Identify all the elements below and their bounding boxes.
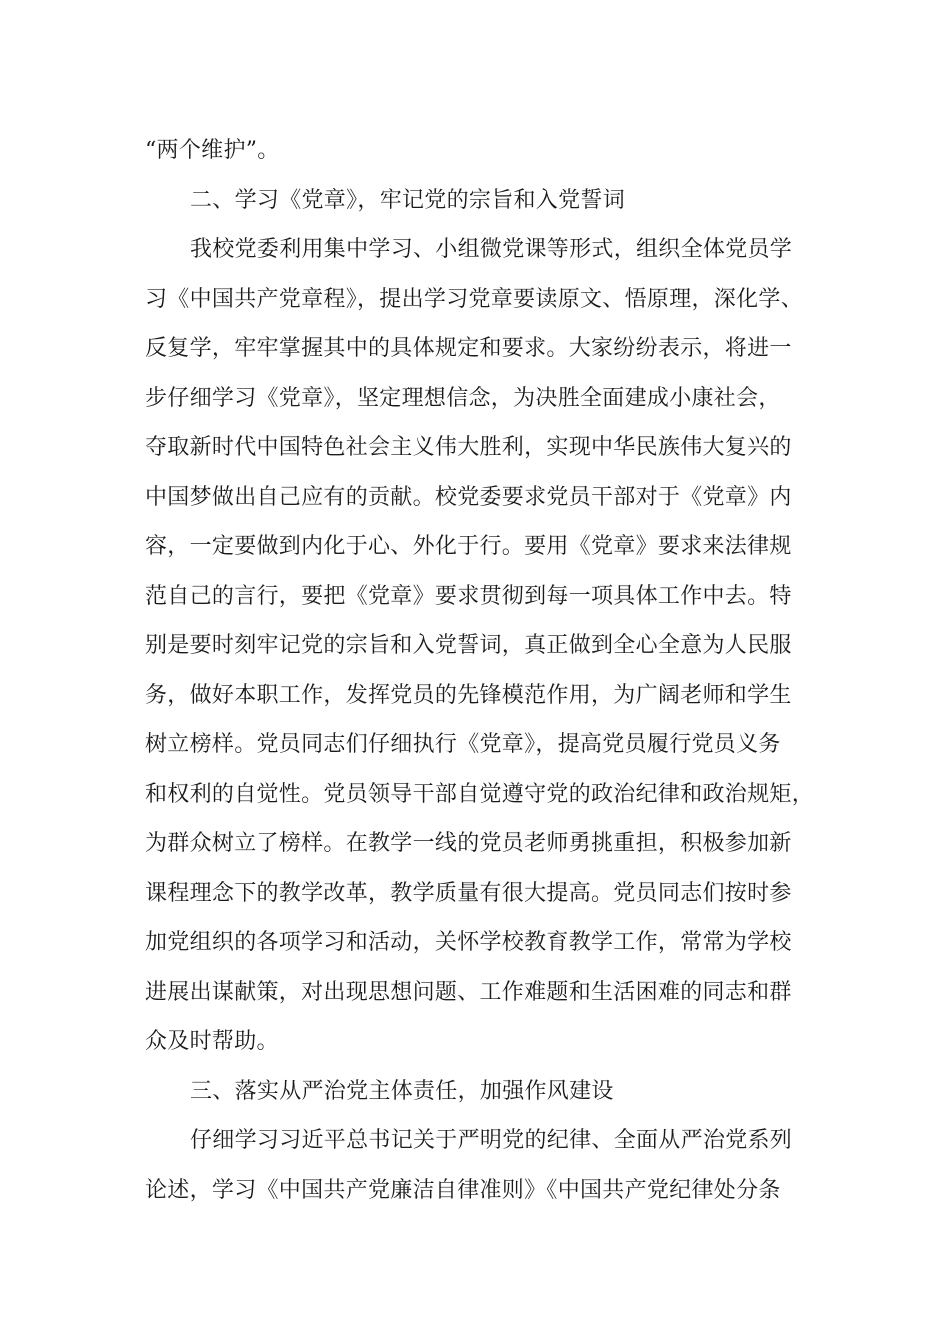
body-text-line: 加党组织的各项学习和活动，关怀学校教育教学工作，常常为学校 <box>145 930 792 955</box>
body-text-line: 习《中国共产党章程》，提出学习党章要读原文、悟原理，深化学、 <box>145 287 804 312</box>
body-text-line: 中国梦做出自己应有的贡献。校党委要求党员干部对于《党章》内 <box>145 485 792 510</box>
paragraph-first-line: 仔细学习习近平总书记关于严明党的纪律、全面从严治党系列 <box>190 1128 793 1153</box>
section-heading: 二、学习《党章》，牢记党的宗旨和入党誓词 <box>190 188 626 213</box>
body-text-line: 论述，学习《中国共产党廉洁自律准则》《中国共产党纪律处分条 <box>145 1178 781 1203</box>
body-text-line: 众及时帮助。 <box>145 1029 279 1054</box>
body-text-line: 务，做好本职工作，发挥党员的先锋模范作用，为广阔老师和学生 <box>145 683 792 708</box>
body-text-line: 课程理念下的教学改革，教学质量有很大提高。党员同志们按时参 <box>145 881 792 906</box>
body-text-line: 容，一定要做到内化于心、外化于行。要用《党章》要求来法律规 <box>145 534 792 559</box>
body-text-line: 反复学，牢牢掌握其中的具体规定和要求。大家纷纷表示，将进一 <box>145 336 792 361</box>
body-text-line: “两个维护”。 <box>145 138 280 163</box>
body-text-line: 进展出谋献策，对出现思想问题、工作难题和生活困难的同志和群 <box>145 980 792 1005</box>
body-text-line: 树立榜样。党员同志们仔细执行《党章》，提高党员履行党员义务 <box>145 732 781 757</box>
body-text-line: 和权利的自觉性。党员领导干部自觉遵守党的政治纪律和政治规矩， <box>145 782 815 807</box>
body-text-line: 别是要时刻牢记党的宗旨和入党誓词，真正做到全心全意为人民服 <box>145 633 792 658</box>
paragraph-first-line: 我校党委利用集中学习、小组微党课等形式，组织全体党员学 <box>190 237 793 262</box>
body-text-line: 为群众树立了榜样。在教学一线的党员老师勇挑重担，积极参加新 <box>145 831 792 856</box>
section-heading: 三、落实从严治党主体责任，加强作风建设 <box>190 1079 614 1104</box>
body-text-line: 夺取新时代中国特色社会主义伟大胜利，实现中华民族伟大复兴的 <box>145 435 792 460</box>
body-text-line: 步仔细学习《党章》，坚定理想信念，为决胜全面建成小康社会， <box>145 386 781 411</box>
body-text-line: 范自己的言行，要把《党章》要求贯彻到每一项具体工作中去。特 <box>145 584 792 609</box>
